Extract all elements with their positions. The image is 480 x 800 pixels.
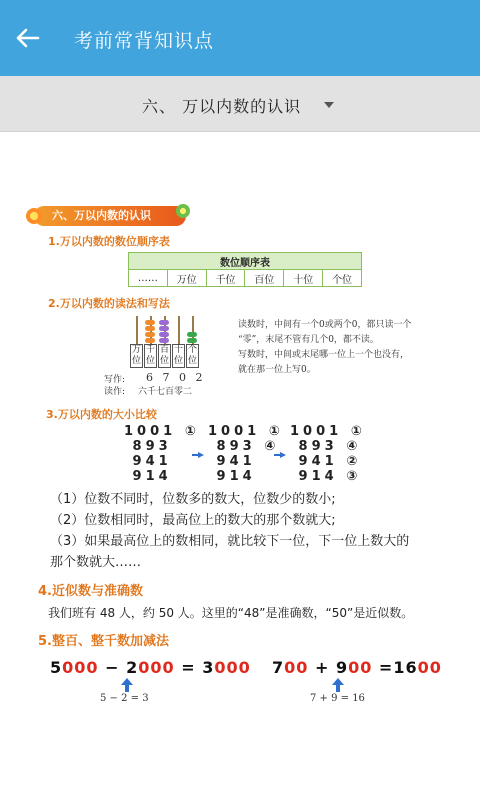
equation-hint: 7 + 9 = 16: [310, 693, 365, 704]
chapter-selector-label: 六、 万以内数的认识: [142, 97, 302, 116]
back-arrow-icon[interactable]: [14, 26, 42, 50]
subsection-title: 3.万以内数的大小比较: [46, 408, 157, 421]
leaf-icon: [176, 204, 190, 218]
rule-line: （3）如果最高位上的数相同，就比较下一位，下一位上数大的: [50, 534, 410, 549]
table-cell: 百位: [245, 270, 284, 287]
abacus-illustration: 万 位 千 位 百 位 十 位 个 位: [128, 316, 206, 370]
arrow-up-icon: [121, 678, 133, 692]
compare-column: 1001 ① 893 941 914: [124, 424, 200, 484]
read-label: 读作:: [104, 387, 126, 397]
approximation-text: 我们班有 48 人，约 50 人。这里的“48”是准确数，“50”是近似数。: [48, 606, 414, 620]
arrow-right-icon: [274, 452, 286, 458]
table-title: 数位顺序表: [129, 253, 362, 270]
rule-line: 那个数就大……: [50, 555, 142, 570]
page-title: 考前常背知识点: [74, 30, 215, 52]
arrow-up-icon: [332, 678, 344, 692]
place-value-table: [128, 252, 362, 287]
table-cell: 万位: [167, 270, 206, 287]
rule-line: （2）位数相同时，最高位上的数大的那个数就大;: [50, 513, 336, 528]
section-title: 4.近似数与准确数: [38, 584, 143, 599]
equation-addition: 700 + 900 =1600: [272, 658, 442, 677]
write-label: 写作:: [104, 375, 126, 385]
compare-column: 1001 ① 893 ④ 941 914: [208, 424, 284, 484]
table-cell: 个位: [323, 270, 362, 287]
arrow-right-icon: [192, 452, 204, 458]
flower-icon: [26, 208, 42, 224]
table-cell: ……: [129, 270, 168, 287]
compare-column: 1001 ① 893 ④ 941 ② 914 ③: [290, 424, 366, 484]
write-value: 6 7 0 2: [146, 371, 206, 384]
dropdown-caret-icon: [324, 102, 334, 108]
table-row: [129, 270, 362, 287]
table-cell: 千位: [206, 270, 245, 287]
chapter-selector[interactable]: [0, 76, 480, 132]
equation-subtraction: 5000 − 2000 = 3000: [50, 658, 251, 677]
section-title: 5.整百、整千数加减法: [38, 634, 169, 649]
reading-writing-note: 读数时，中间有一个0或两个0，都只读一个 “零”，末尾不管有几个0，都不读。 写数时，中间或末尾哪一位上一个也没有， 就在那一位上写0。: [238, 320, 412, 375]
section-banner: 六、万以内数的认识: [34, 206, 186, 226]
rule-line: （1）位数不同时，位数多的数大，位数少的数小;: [50, 492, 336, 507]
app-bar: [0, 0, 480, 76]
table-cell: 十位: [284, 270, 323, 287]
lesson-content: [0, 132, 480, 800]
read-value: 六千七百零二: [138, 387, 193, 397]
subsection-title: 1.万以内数的数位顺序表: [48, 235, 170, 248]
equation-hint: 5 − 2 = 3: [100, 693, 149, 704]
subsection-title: 2.万以内数的读法和写法: [48, 297, 170, 310]
